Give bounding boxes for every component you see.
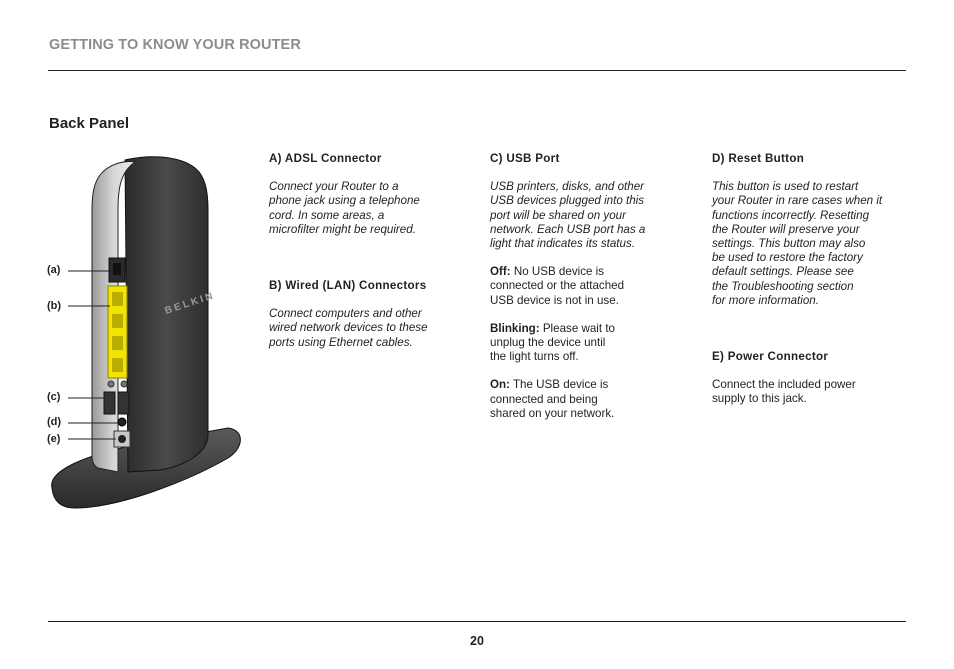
reset-text-line: your Router in rare cases when it <box>712 194 883 208</box>
reset-text-line: This button is used to restart <box>712 180 859 194</box>
usb-state-line: the light turns off. <box>490 350 579 364</box>
usb-text-line: light that indicates its status. <box>490 237 635 251</box>
usb-text-line: port will be shared on your <box>490 208 626 222</box>
usb-state-line: shared on your network. <box>490 406 615 420</box>
adsl-text-line: phone jack using a telephone <box>269 194 420 208</box>
usb-state-line: connected and being <box>490 392 598 406</box>
reset-text-line: for more information. <box>712 293 819 307</box>
callout-a: (a) <box>47 264 61 276</box>
adsl-text-line: cord. In some areas, a <box>269 208 385 222</box>
state-text: No USB device is <box>510 265 605 279</box>
running-header: GETTING TO KNOW YOUR ROUTER <box>49 37 301 53</box>
reset-text-line: settings. This button may also <box>712 237 866 251</box>
lan-text-line: ports using Ethernet cables. <box>269 335 413 349</box>
usb-state-line: unplug the device until <box>490 336 606 350</box>
usb-ports <box>104 392 115 414</box>
router-illustration <box>40 150 255 515</box>
column-3 <box>712 152 912 407</box>
power-text-line: Connect the included power <box>712 378 856 392</box>
usb-state-line: connected or the attached <box>490 279 625 293</box>
lan-text-line: wired network devices to these <box>269 321 428 335</box>
usb-state-on <box>490 378 690 392</box>
usb-heading: C) USB Port <box>490 152 560 165</box>
reset-text-line: the Troubleshooting section <box>712 279 854 293</box>
router-drawing <box>40 150 255 515</box>
usb-state-line: USB device is not in use. <box>490 293 619 307</box>
state-text: The USB device is <box>509 378 609 392</box>
header-rule <box>48 70 906 71</box>
callout-c: (c) <box>47 391 61 403</box>
power-text-line: supply to this jack. <box>712 392 807 406</box>
reset-button <box>118 418 126 426</box>
reset-heading: D) Reset Button <box>712 152 805 165</box>
usb-text-line: USB printers, disks, and other <box>490 180 645 194</box>
column-1 <box>269 152 469 350</box>
state-term: Off: <box>490 265 511 279</box>
brand-logo: BELKIN <box>163 290 217 317</box>
callout-d: (d) <box>47 416 62 428</box>
section-title: Back Panel <box>49 115 130 132</box>
state-term: Blinking: <box>490 321 540 335</box>
power-heading: E) Power Connector <box>712 350 829 364</box>
adsl-text-line: Connect your Router to a <box>269 180 399 194</box>
lan-heading: B) Wired (LAN) Connectors <box>269 279 427 293</box>
adsl-heading: A) ADSL Connector <box>269 152 382 165</box>
reset-text-line: be used to restore the factory <box>712 251 863 265</box>
reset-text-line: default settings. Please see <box>712 265 854 279</box>
footer-rule <box>48 621 906 622</box>
state-term: On: <box>490 378 510 392</box>
lan-text-line: Connect computers and other <box>269 307 422 321</box>
callout-b: (b) <box>47 300 62 312</box>
reset-text-line: functions incorrectly. Resetting <box>712 208 870 222</box>
reset-text-line: the Router will preserve your <box>712 222 860 236</box>
usb-state-off <box>490 265 690 279</box>
state-text: Please wait to <box>539 321 615 335</box>
usb-text-line: USB devices plugged into this <box>490 194 645 208</box>
column-2 <box>490 152 690 421</box>
usb-text-line: network. Each USB port has a <box>490 222 646 236</box>
callout-e: (e) <box>47 433 61 445</box>
page-number: 20 <box>470 634 484 648</box>
usb-state-blinking <box>490 322 690 336</box>
adsl-text-line: microfilter might be required. <box>269 222 416 236</box>
